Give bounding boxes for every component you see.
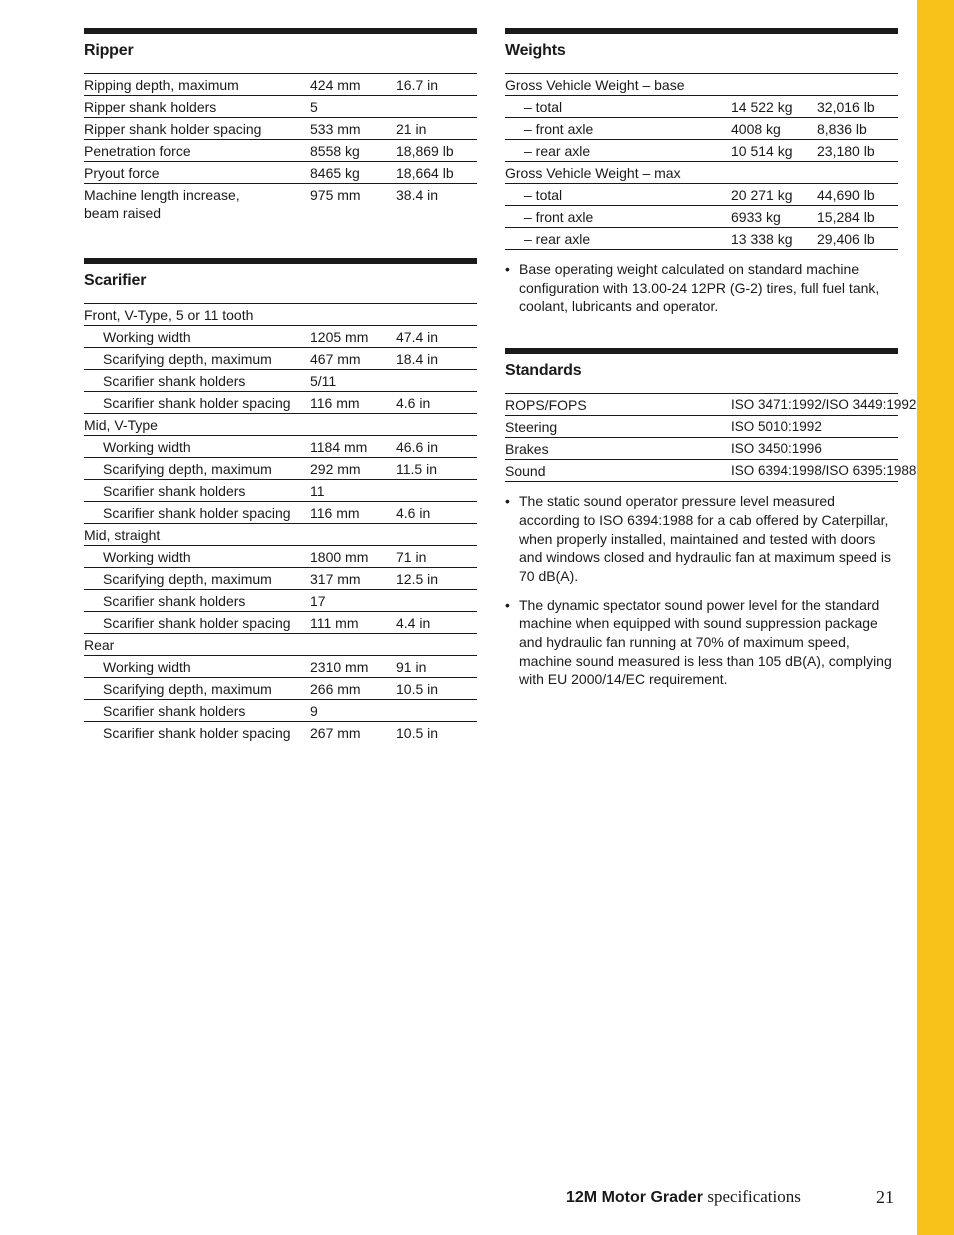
metric-value: 111 mm (310, 615, 359, 631)
table-row (84, 656, 477, 678)
table-row (84, 436, 477, 458)
group-heading-label: Mid, V-Type (84, 417, 158, 433)
row-label: Sound (505, 463, 546, 480)
metric-value: 14 522 kg (731, 99, 793, 115)
imperial-value (396, 592, 477, 610)
scarifier-section (84, 258, 477, 743)
left-column (84, 28, 477, 743)
metric-value: 467 mm (310, 351, 361, 367)
metric-value: 20 271 kg (731, 187, 793, 203)
metric-value: 10 514 kg (731, 143, 793, 159)
group-heading (84, 634, 477, 656)
metric-value: 8465 kg (310, 165, 360, 181)
imperial-value: 47.4 in (396, 329, 439, 345)
row-label: Scarifier shank holder spacing (103, 615, 291, 631)
imperial-value: 18.4 in (396, 351, 439, 367)
standards-table (505, 394, 917, 482)
row-label: – total (524, 187, 563, 203)
row-label: Working width (103, 659, 191, 675)
group-heading (84, 414, 477, 436)
standards-section (505, 348, 917, 689)
note-text: The dynamic spectator sound power level for the standard machine when equipped with sound suppression package and hydraulic fan running at 70% of maximum speed, machine sound measured is less than 105 dB(A), complying with EU 2000/14/EC requirement. (519, 596, 892, 688)
imperial-value: 29,406 lb (817, 231, 875, 247)
table-row (505, 96, 898, 118)
row-label: – front axle (524, 209, 594, 225)
metric-value: 292 mm (310, 461, 361, 477)
table-row (84, 392, 477, 414)
table-row (84, 96, 477, 118)
footer-product: 12M Motor Grader (566, 1189, 703, 1206)
yellow-side-bar (917, 0, 954, 1235)
metric-value: 17 (310, 593, 326, 609)
table-row (505, 118, 898, 140)
ripper-section (84, 28, 477, 223)
note-item (505, 596, 898, 690)
footer-suffix: specifications (707, 1187, 801, 1206)
table-row (505, 184, 898, 206)
metric-value: 9 (310, 703, 318, 719)
metric-value: 8558 kg (310, 143, 360, 159)
imperial-value: 4.6 in (396, 395, 431, 411)
table-row (505, 460, 917, 482)
imperial-value: 44,690 lb (817, 187, 875, 203)
row-label: – front axle (524, 121, 594, 137)
row-label: Scarifier shank holder spacing (103, 725, 291, 741)
row-label: – rear axle (524, 231, 591, 247)
row-label: Pryout force (84, 165, 160, 181)
row-label: Scarifier shank holders (103, 373, 246, 389)
table-row (84, 502, 477, 524)
row-label: Steering (505, 419, 558, 436)
metric-value: 5/11 (310, 373, 337, 389)
weights-notes (505, 260, 898, 316)
table-row (505, 140, 898, 162)
table-row (505, 416, 898, 438)
row-value: ISO 3450:1996 (731, 441, 822, 457)
row-label: – rear axle (524, 143, 591, 159)
table-row (84, 74, 477, 96)
table-row (84, 348, 477, 370)
group-heading-label: Gross Vehicle Weight – base (505, 77, 685, 93)
group-heading (84, 524, 477, 546)
row-label: Penetration force (84, 143, 191, 159)
metric-value: 1184 mm (310, 439, 368, 455)
imperial-value: 10.5 in (396, 681, 439, 697)
row-label: Brakes (505, 441, 549, 458)
metric-value: 6933 kg (731, 209, 781, 225)
table-row (84, 326, 477, 348)
imperial-value: 46.6 in (396, 439, 439, 455)
imperial-value: 11.5 in (396, 461, 437, 477)
imperial-value: 15,284 lb (817, 209, 875, 225)
metric-value: 4008 kg (731, 121, 781, 137)
group-heading-label: Rear (84, 637, 115, 653)
page-number: 21 (876, 1187, 894, 1207)
row-label: Scarifier shank holders (103, 703, 246, 719)
metric-value: 11 (310, 483, 325, 499)
table-row (84, 118, 477, 140)
right-column (505, 28, 917, 689)
row-value: ISO 5010:1992 (731, 419, 822, 435)
table-row (84, 700, 477, 722)
table-row (84, 140, 477, 162)
row-label: Ripping depth, maximum (84, 77, 239, 93)
group-heading-label: Mid, straight (84, 527, 161, 543)
page-footer (566, 1187, 896, 1207)
imperial-value: 23,180 lb (817, 143, 875, 159)
row-label: Scarifying depth, maximum (103, 571, 272, 587)
bullet-icon: • (505, 596, 510, 613)
row-value: ISO 6394:1998/ISO 6395:1988 (731, 463, 917, 479)
bullet-icon: • (505, 493, 510, 510)
group-heading-label: Gross Vehicle Weight – max (505, 165, 681, 181)
table-row (84, 480, 477, 502)
row-label: Working width (103, 439, 191, 455)
table-row (505, 438, 898, 460)
standards-notes (505, 492, 898, 689)
metric-value: 267 mm (310, 725, 361, 741)
metric-value: 1800 mm (310, 549, 369, 565)
note-text: Base operating weight calculated on standard machine configuration with 13.00-24 12PR (G-2) tires, full fuel tank, coolant, lubricants and operator. (519, 261, 880, 315)
scarifier-table (84, 304, 477, 743)
row-label: ROPS/FOPS (505, 397, 587, 414)
table-row (84, 678, 477, 700)
imperial-value: 10.5 in (396, 725, 439, 741)
imperial-value: 38.4 in (396, 187, 439, 203)
note-item (505, 492, 898, 586)
row-label: Scarifier shank holders (103, 483, 246, 499)
imperial-value: 8,836 lb (817, 121, 867, 137)
table-row (505, 228, 898, 250)
row-label: Scarifying depth, maximum (103, 681, 272, 697)
table-row (84, 722, 477, 743)
standards-title: Standards (505, 354, 898, 394)
metric-value: 533 mm (310, 121, 361, 137)
weights-table (505, 74, 898, 250)
imperial-value: 16.7 in (396, 77, 439, 93)
group-heading (84, 304, 477, 326)
group-heading (505, 74, 898, 96)
imperial-value: 71 in (396, 549, 427, 565)
row-label: Scarifier shank holder spacing (103, 395, 291, 411)
note-item (505, 260, 898, 316)
row-label: Scarifier shank holder spacing (103, 505, 291, 521)
group-heading (505, 162, 898, 184)
imperial-value (396, 372, 477, 390)
metric-value: 2310 mm (310, 659, 369, 675)
table-row (84, 568, 477, 590)
imperial-value (396, 482, 477, 500)
imperial-value (396, 702, 477, 720)
imperial-value: 32,016 lb (817, 99, 875, 115)
bullet-icon: • (505, 261, 510, 277)
table-row (84, 612, 477, 634)
weights-section (505, 28, 898, 316)
row-label: Scarifying depth, maximum (103, 351, 272, 367)
table-row (84, 184, 477, 223)
row-label: Scarifier shank holders (103, 593, 246, 609)
metric-value: 116 mm (310, 505, 360, 521)
table-row (84, 590, 477, 612)
row-label: Ripper shank holder spacing (84, 121, 262, 137)
table-row (505, 394, 917, 416)
imperial-value: 91 in (396, 659, 427, 675)
metric-value: 5 (310, 99, 318, 115)
metric-value: 116 mm (310, 395, 360, 411)
table-row (505, 206, 898, 228)
metric-value: 13 338 kg (731, 231, 793, 247)
metric-value: 424 mm (310, 77, 361, 93)
row-label: Ripper shank holders (84, 99, 217, 115)
row-label: Machine length increase, beam raised (84, 187, 240, 221)
ripper-table (84, 74, 477, 223)
imperial-value: 12.5 in (396, 571, 439, 587)
table-row (84, 458, 477, 480)
imperial-value: 4.6 in (396, 505, 431, 521)
row-label: Scarifying depth, maximum (103, 461, 272, 477)
weights-title: Weights (505, 34, 898, 74)
row-label: Working width (103, 329, 191, 345)
metric-value: 266 mm (310, 681, 361, 697)
metric-value: 1205 mm (310, 329, 369, 345)
imperial-value: 18,664 lb (396, 165, 454, 181)
scarifier-title: Scarifier (84, 264, 477, 304)
table-row (84, 370, 477, 392)
row-label: – total (524, 99, 563, 115)
metric-value: 317 mm (310, 571, 361, 587)
table-row (84, 546, 477, 568)
imperial-value: 21 in (396, 121, 427, 137)
note-text: The static sound operator pressure level measured according to ISO 6394:1988 for a cab offered by Caterpillar, when properly installed, maintained and tested with doors and windows closed and hydraulic fan at maximum speed is 70 dB(A). (519, 493, 891, 584)
metric-value: 975 mm (310, 187, 361, 203)
imperial-value: 18,869 lb (396, 143, 454, 159)
row-value: ISO 3471:1992/ISO 3449:1992 (731, 397, 917, 413)
row-label: Working width (103, 549, 191, 565)
imperial-value: 4.4 in (396, 615, 431, 631)
group-heading-label: Front, V-Type, 5 or 11 tooth (84, 307, 254, 323)
table-row (84, 162, 477, 184)
ripper-title: Ripper (84, 34, 477, 74)
imperial-value (396, 98, 477, 116)
